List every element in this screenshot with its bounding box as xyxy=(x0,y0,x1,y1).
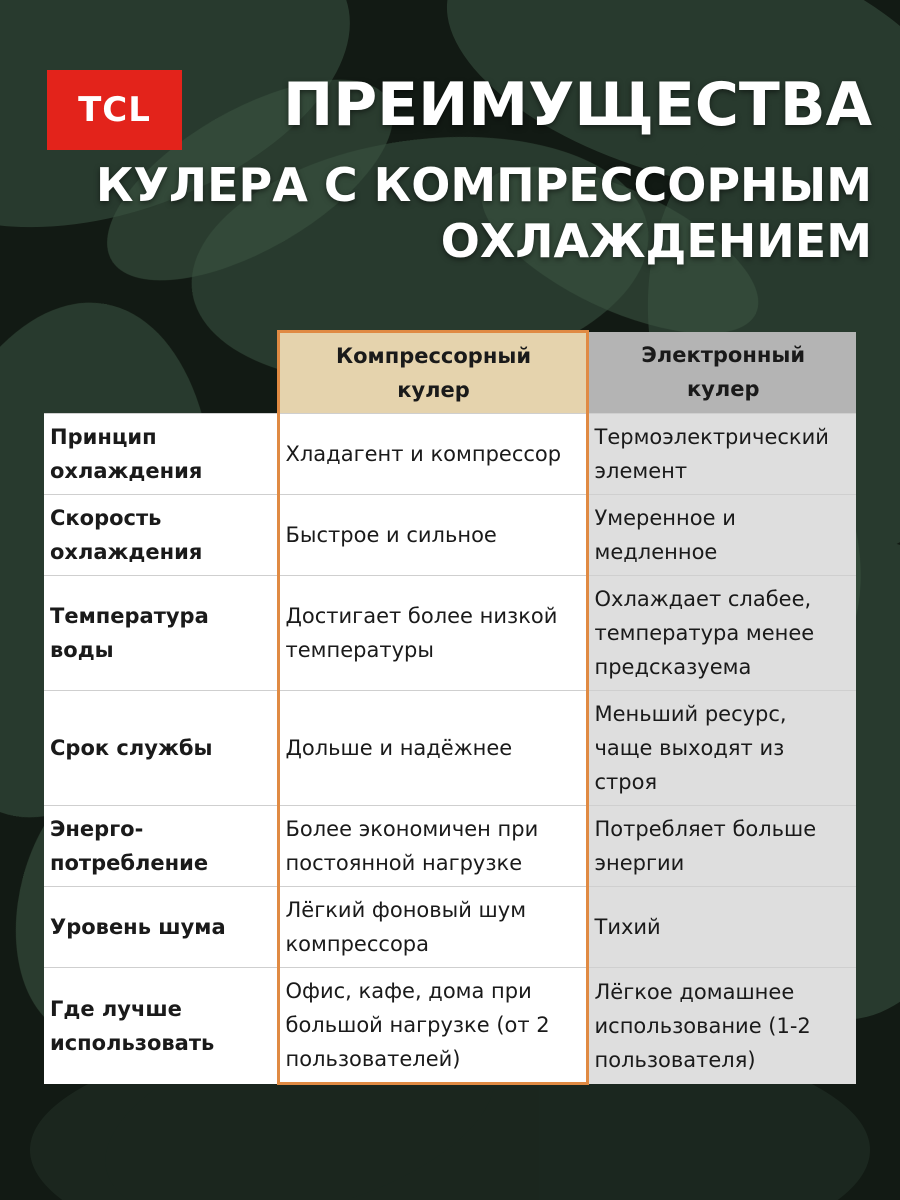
electronic-cell xyxy=(587,576,856,691)
row-label-line: потребление xyxy=(50,851,209,875)
title-line-3: ОХЛАЖДЕНИЕМ xyxy=(440,214,872,268)
compressor-cell xyxy=(278,887,587,968)
table-row xyxy=(44,495,856,576)
compressor-cell-line: Офис, кафе, дома при xyxy=(285,979,532,1003)
electronic-cell xyxy=(587,806,856,887)
row-label-line: Срок службы xyxy=(50,736,213,760)
electronic-cell-line: температура менее xyxy=(594,621,815,645)
electronic-cell xyxy=(587,691,856,806)
compressor-cell-line: постоянной нагрузке xyxy=(285,851,523,875)
header-compressor-line: кулер xyxy=(397,378,470,402)
compressor-cell-line: Более экономичен при xyxy=(285,817,539,841)
row-label xyxy=(44,691,278,806)
compressor-cell-line: температуры xyxy=(285,638,434,662)
comparison-table xyxy=(44,330,856,1085)
table-header-row xyxy=(44,332,856,414)
row-label-line: Уровень шума xyxy=(50,915,226,939)
row-label xyxy=(44,968,278,1084)
row-label-line: охлаждения xyxy=(50,459,203,483)
compressor-cell-line: большой нагрузке (от 2 xyxy=(285,1013,550,1037)
row-label xyxy=(44,806,278,887)
compressor-cell-line: Лёгкий фоновый шум xyxy=(285,898,527,922)
electronic-cell-line: Потребляет больше xyxy=(594,817,817,841)
row-label-line: Где лучше xyxy=(50,996,182,1021)
row-label xyxy=(44,495,278,576)
electronic-cell-line: Охлаждает слабее, xyxy=(594,587,812,611)
tcl-logo: TCL xyxy=(47,70,182,150)
table-row xyxy=(44,414,856,495)
electronic-cell xyxy=(587,414,856,495)
title-line-1: ПРЕИМУЩЕСТВА xyxy=(282,70,872,140)
electronic-cell xyxy=(587,968,856,1084)
electronic-cell-line: Термоэлектрический xyxy=(594,425,829,449)
electronic-cell-line: Умеренное и xyxy=(594,506,736,530)
compressor-cell-line: Дольше и надёжнее xyxy=(285,736,513,760)
row-label-line: Температура xyxy=(50,604,209,628)
row-label-line: воды xyxy=(50,638,114,662)
header-compressor xyxy=(278,332,587,414)
compressor-cell-line: Быстрое и сильное xyxy=(285,523,497,547)
compressor-cell xyxy=(278,968,587,1084)
electronic-cell-line: медленное xyxy=(594,540,718,564)
electronic-cell-line: Тихий xyxy=(594,915,661,939)
header-electronic-line: кулер xyxy=(686,377,760,402)
row-label-line: Энерго- xyxy=(50,817,144,841)
header-compressor-line: Компрессорный xyxy=(335,344,532,368)
row-label xyxy=(44,887,278,968)
compressor-cell-line: пользователей) xyxy=(285,1047,461,1071)
electronic-cell-line: строя xyxy=(594,770,658,794)
electronic-cell xyxy=(587,495,856,576)
electronic-cell-line: элемент xyxy=(594,459,688,483)
electronic-cell xyxy=(587,887,856,968)
header-corner xyxy=(44,332,278,414)
table-row xyxy=(44,576,856,691)
table-row xyxy=(44,968,856,1084)
compressor-cell xyxy=(278,414,587,495)
compressor-cell-line: компрессора xyxy=(285,932,429,956)
row-label-line: использовать xyxy=(50,1030,215,1055)
header-electronic xyxy=(587,332,856,414)
electronic-cell-line: Лёгкое домашнее xyxy=(594,979,795,1004)
compressor-cell xyxy=(278,576,587,691)
header-electronic-line: Электронный xyxy=(641,343,806,368)
electronic-cell-line: пользователя) xyxy=(594,1047,756,1072)
electronic-cell-line: Меньший ресурс, xyxy=(594,702,787,726)
table-row xyxy=(44,887,856,968)
title-line-2: КУЛЕРА С КОМПРЕССОРНЫМ xyxy=(95,158,872,212)
table-row xyxy=(44,806,856,887)
row-label-line: Скорость xyxy=(50,506,162,530)
compressor-cell-line: Хладагент и компрессор xyxy=(285,442,562,466)
compressor-cell xyxy=(278,495,587,576)
table-row xyxy=(44,691,856,806)
compressor-cell xyxy=(278,691,587,806)
compressor-cell-line: Достигает более низкой xyxy=(285,604,558,628)
row-label xyxy=(44,576,278,691)
electronic-cell-line: энергии xyxy=(594,851,685,875)
row-label xyxy=(44,414,278,495)
compressor-cell xyxy=(278,806,587,887)
row-label-line: охлаждения xyxy=(50,540,203,564)
row-label-line: Принцип xyxy=(50,425,157,449)
electronic-cell-line: предсказуема xyxy=(594,655,752,679)
electronic-cell-line: чаще выходят из xyxy=(594,736,785,760)
electronic-cell-line: использование (1-2 xyxy=(594,1013,811,1038)
